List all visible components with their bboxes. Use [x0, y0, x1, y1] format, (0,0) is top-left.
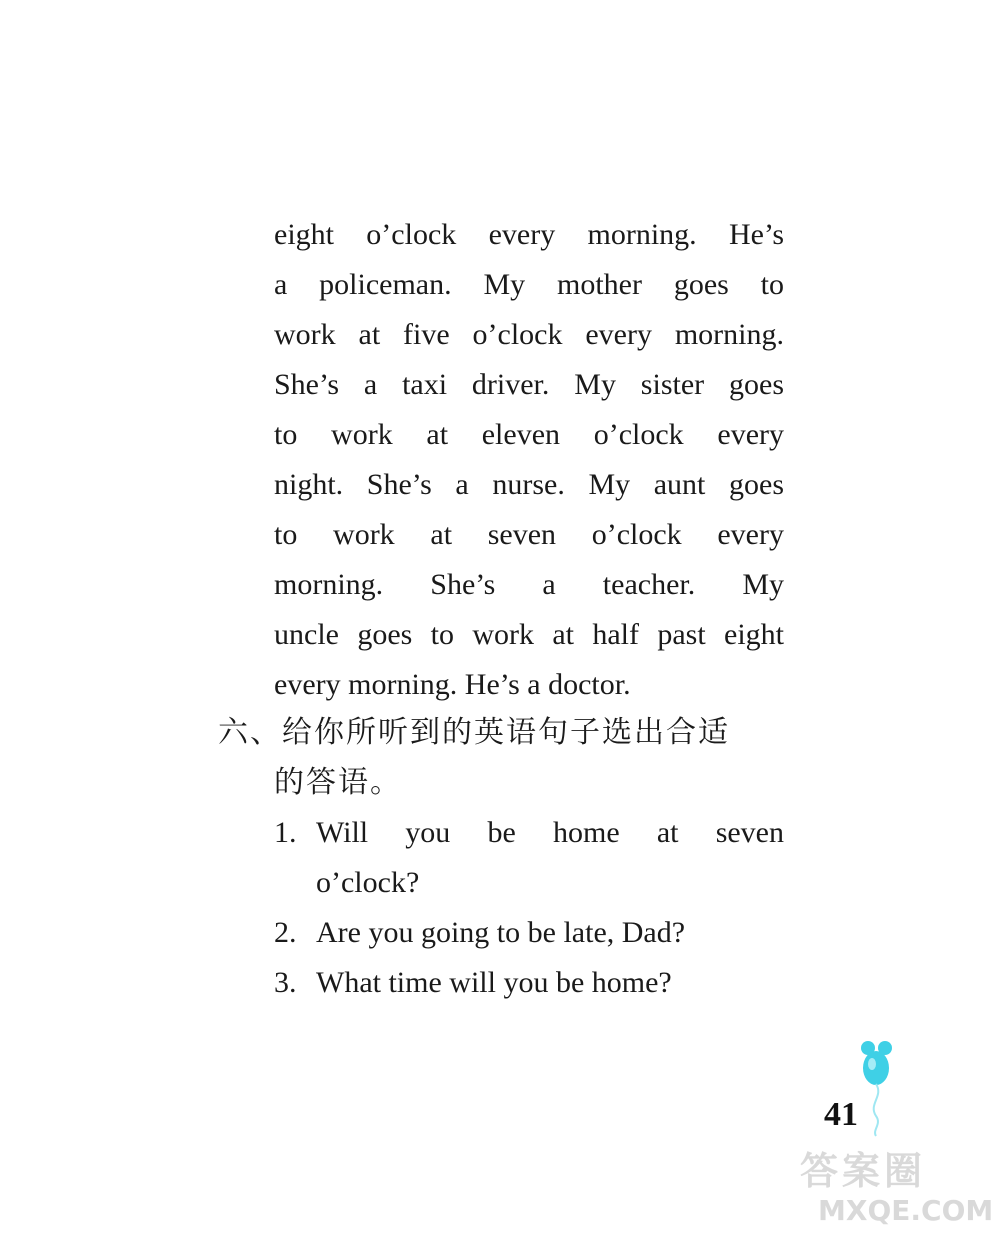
question-item	[274, 918, 784, 948]
watermark-logo	[800, 1140, 995, 1232]
section-heading-continued: 的答语。	[274, 765, 402, 800]
question-item	[274, 968, 784, 998]
question-text: Are you going to be late, Dad?	[316, 916, 686, 949]
passage-line: work at five o’clock every morning.	[274, 318, 784, 351]
cyan-mouse-icon	[858, 1038, 898, 1138]
section-heading: 六、给你所听到的英语句子选出合适	[218, 715, 730, 750]
question-number: 2.	[274, 916, 297, 949]
passage-line: a policeman. My mother goes to	[274, 268, 784, 301]
question-number: 1.	[274, 816, 297, 849]
passage-line: to work at eleven o’clock every	[274, 418, 784, 451]
watermark-bottom-text: MXQE.COM	[818, 1194, 994, 1227]
watermark-top-text: 答案圈	[800, 1149, 927, 1193]
passage-line: night. She’s a nurse. My aunt goes	[274, 468, 784, 501]
question-text: What time will you be home?	[316, 966, 672, 999]
question-item	[274, 818, 784, 848]
passage-line: She’s a taxi driver. My sister goes	[274, 368, 784, 401]
question-text: Will you be home at seven	[316, 816, 784, 849]
passage-line: uncle goes to work at half past eight	[274, 618, 784, 651]
passage-line: eight o’clock every morning. He’s	[274, 218, 784, 251]
question-text-continued: o’clock?	[316, 866, 420, 899]
page-number: 41	[824, 1096, 858, 1133]
question-number: 3.	[274, 966, 297, 999]
passage-line: to work at seven o’clock every	[274, 518, 784, 551]
passage-line: morning. She’s a teacher. My	[274, 568, 784, 601]
passage-line: every morning. He’s a doctor.	[274, 668, 631, 701]
